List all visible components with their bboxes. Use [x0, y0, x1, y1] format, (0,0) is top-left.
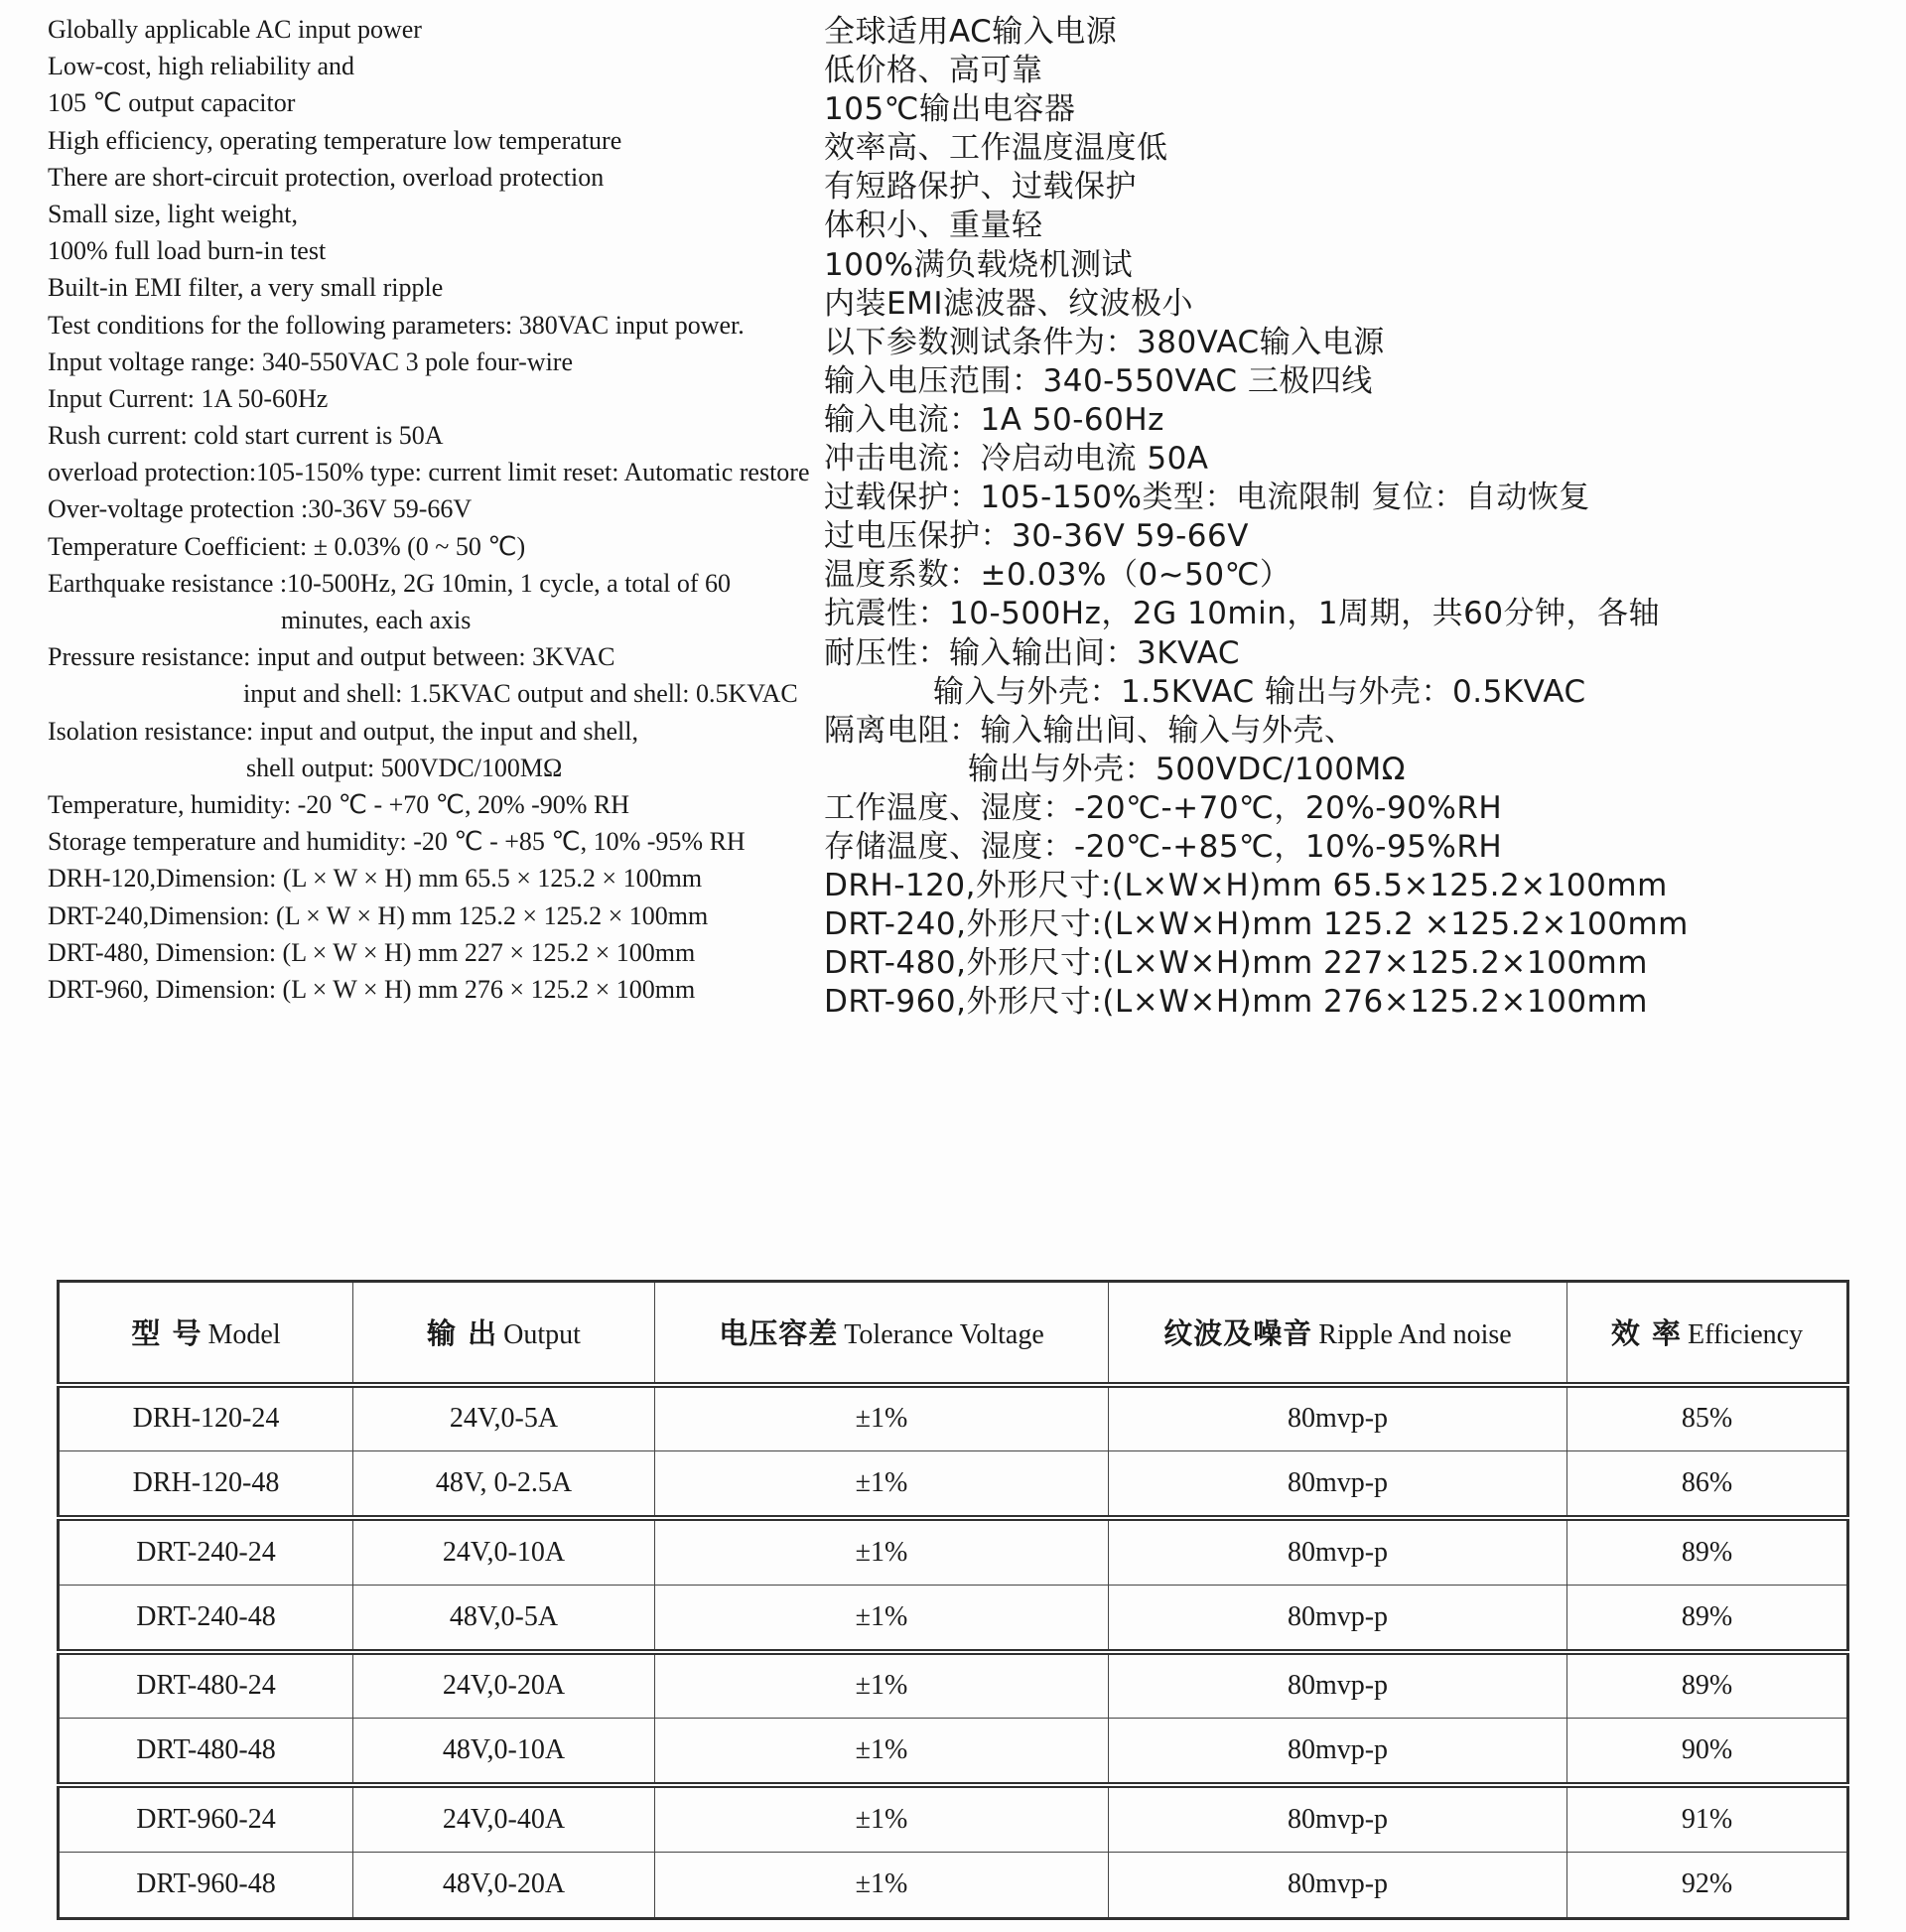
ripple-cell: 80mvp-p [1109, 1785, 1567, 1852]
spec-line-zh: 100%满负载烧机测试 [824, 246, 1134, 283]
efficiency-cell: 91% [1567, 1785, 1848, 1852]
output-cell: 24V,0-20A [353, 1652, 655, 1719]
ripple-cell: 80mvp-p [1109, 1852, 1567, 1918]
spec-line-en: 105 ℃ output capacitor [48, 88, 296, 118]
tolerance-cell: ±1% [655, 1585, 1109, 1651]
table-row [59, 1385, 1848, 1451]
spec-line-en: shell output: 500VDC/100MΩ [246, 753, 563, 782]
table-row [59, 1652, 1848, 1719]
model-cell: DRT-960-48 [59, 1852, 353, 1918]
ripple-cell: 80mvp-p [1109, 1451, 1567, 1518]
spec-line-en: Input voltage range: 340-550VAC 3 pole four-wire [48, 346, 573, 376]
efficiency-cell: 89% [1567, 1585, 1848, 1651]
spec-line-zh: 输出与外壳：500VDC/100MΩ [968, 751, 1406, 787]
tolerance-cell: ±1% [655, 1652, 1109, 1719]
spec-line-zh: 体积小、重量轻 [824, 207, 1043, 244]
spec-line-en: overload protection:105-150% type: current limit reset: Automatic restore [48, 458, 810, 487]
header-output [353, 1282, 655, 1385]
model-cell: DRT-240-48 [59, 1585, 353, 1651]
output-cell: 24V,0-10A [353, 1518, 655, 1585]
ripple-cell: 80mvp-p [1109, 1585, 1567, 1651]
model-cell: DRT-960-24 [59, 1785, 353, 1852]
ripple-cell: 80mvp-p [1109, 1652, 1567, 1719]
header-efficiency [1567, 1282, 1848, 1385]
spec-line-zh: DRH-120,外形尺寸:(L×W×H)mm 65.5×125.2×100mm [824, 868, 1668, 904]
ripple-cell: 80mvp-p [1109, 1385, 1567, 1451]
header-efficiency-en: Efficiency [1688, 1319, 1804, 1351]
spec-line-en: Earthquake resistance :10-500Hz, 2G 10min, 1 cycle, a total of 60 [48, 568, 732, 598]
spec-line-zh: 内装EMI滤波器、纹波极小 [824, 285, 1193, 322]
model-cell: DRH-120-24 [59, 1385, 353, 1451]
spec-line-en: DRT-960, Dimension: (L × W × H) mm 276 × 125.2 × 100mm [48, 974, 696, 1004]
efficiency-cell: 85% [1567, 1385, 1848, 1451]
spec-line-en: High efficiency, operating temperature low temperature [48, 125, 622, 155]
spec-line-zh: 工作温度、湿度：-20℃-+70℃，20%-90%RH [824, 789, 1503, 826]
spec-line-en: Isolation resistance: input and output, the input and shell, [48, 716, 639, 746]
spec-line-en: DRH-120,Dimension: (L × W × H) mm 65.5 × 125.2 × 100mm [48, 864, 703, 894]
spec-line-en: DRT-240,Dimension: (L × W × H) mm 125.2 × 125.2 × 100mm [48, 900, 709, 930]
spec-line-en: Temperature Coefficient: ± 0.03% (0 ~ 50 ℃) [48, 531, 526, 561]
header-output-en: Output [503, 1319, 581, 1351]
header-ripple-zh: 纹波及噪音 [1163, 1316, 1313, 1351]
spec-line-en: Over-voltage protection :30-36V 59-66V [48, 494, 473, 524]
spec-line-en: Low-cost, high reliability and [48, 52, 355, 81]
spec-line-zh: 输入电流：1A 50-60Hz [824, 401, 1164, 438]
spec-line-en: Storage temperature and humidity: -20 ℃ - +85 ℃, 10% -95% RH [48, 827, 746, 857]
table-row [59, 1852, 1848, 1918]
spec-line-en: minutes, each axis [281, 606, 472, 634]
output-cell: 48V, 0-2.5A [353, 1451, 655, 1518]
spec-line-en: Temperature, humidity: -20 ℃ - +70 ℃, 20% -90% RH [48, 789, 630, 819]
spec-line-en: DRT-480, Dimension: (L × W × H) mm 227 × 125.2 × 100mm [48, 937, 696, 967]
output-cell: 48V,0-10A [353, 1719, 655, 1785]
model-spec-table [57, 1280, 1849, 1920]
spec-line-zh: DRT-960,外形尺寸:(L×W×H)mm 276×125.2×100mm [824, 984, 1648, 1021]
spec-line-zh: 耐压性：输入输出间：3KVAC [824, 634, 1241, 671]
chinese-specs-column [824, 13, 1689, 1022]
table-header-row [59, 1282, 1848, 1385]
spec-line-zh: 效率高、工作温度温度低 [824, 130, 1168, 167]
spec-line-zh: 温度系数：±0.03%（0~50℃） [824, 557, 1292, 594]
spec-line-zh: 低价格、高可靠 [824, 53, 1043, 89]
header-ripple [1109, 1282, 1567, 1385]
spec-line-en: Rush current: cold start current is 50A [48, 421, 444, 451]
spec-line-zh: 存储温度、湿度：-20℃-+85℃，10%-95%RH [824, 828, 1503, 865]
header-tolerance-zh: 电压容差 [719, 1316, 839, 1351]
output-cell: 48V,0-5A [353, 1585, 655, 1651]
model-cell: DRT-240-24 [59, 1518, 353, 1585]
tolerance-cell: ±1% [655, 1451, 1109, 1518]
spec-line-en: Built-in EMI filter, a very small ripple [48, 273, 444, 303]
spec-line-en: Input Current: 1A 50-60Hz [48, 383, 329, 413]
spec-line-en: Small size, light weight, [48, 199, 299, 228]
output-cell: 24V,0-40A [353, 1785, 655, 1852]
spec-line-zh: 105℃输出电容器 [824, 91, 1076, 128]
table-row [59, 1719, 1848, 1785]
output-cell: 48V,0-20A [353, 1852, 655, 1918]
output-cell: 24V,0-5A [353, 1385, 655, 1451]
model-cell: DRT-480-48 [59, 1719, 353, 1785]
header-output-zh: 输 出 [427, 1316, 498, 1351]
spec-line-zh: 以下参数测试条件为：380VAC输入电源 [824, 324, 1385, 360]
header-model-en: Model [207, 1319, 281, 1351]
header-tolerance-en: Tolerance Voltage [844, 1319, 1044, 1351]
efficiency-cell: 92% [1567, 1852, 1848, 1918]
spec-line-zh: 冲击电流：冷启动电流 50A [824, 441, 1209, 478]
spec-line-en: There are short-circuit protection, overload protection [48, 162, 605, 192]
efficiency-cell: 90% [1567, 1719, 1848, 1785]
spec-line-zh: 抗震性：10-500Hz，2G 10min，1周期，共60分钟，各轴 [824, 596, 1661, 632]
spec-line-zh: DRT-240,外形尺寸:(L×W×H)mm 125.2 ×125.2×100mm [824, 906, 1689, 943]
spec-line-en: Pressure resistance: input and output between: 3KVAC [48, 642, 615, 672]
english-specs-column [48, 11, 810, 1008]
tolerance-cell: ±1% [655, 1785, 1109, 1852]
model-cell: DRT-480-24 [59, 1652, 353, 1719]
spec-line-zh: 全球适用AC输入电源 [824, 14, 1118, 50]
spec-line-zh: 过载保护：105-150%类型：电流限制 复位：自动恢复 [824, 480, 1590, 516]
spec-line-en: 100% full load burn-in test [48, 236, 327, 266]
model-cell: DRH-120-48 [59, 1451, 353, 1518]
spec-line-zh: 输入与外壳：1.5KVAC 输出与外壳：0.5KVAC [933, 673, 1586, 710]
ripple-cell: 80mvp-p [1109, 1518, 1567, 1585]
tolerance-cell: ±1% [655, 1719, 1109, 1785]
table-row [59, 1451, 1848, 1518]
tolerance-cell: ±1% [655, 1852, 1109, 1918]
spec-line-zh: 输入电压范围：340-550VAC 三极四线 [824, 362, 1373, 399]
spec-line-en: Test conditions for the following parameters: 380VAC input power. [48, 310, 745, 340]
table-row [59, 1785, 1848, 1852]
ripple-cell: 80mvp-p [1109, 1719, 1567, 1785]
header-model [59, 1282, 353, 1385]
table-row [59, 1585, 1848, 1651]
spec-line-zh: DRT-480,外形尺寸:(L×W×H)mm 227×125.2×100mm [824, 945, 1648, 982]
tolerance-cell: ±1% [655, 1518, 1109, 1585]
header-model-zh: 型 号 [131, 1316, 203, 1351]
efficiency-cell: 89% [1567, 1652, 1848, 1719]
header-tolerance [655, 1282, 1109, 1385]
spec-line-en: Globally applicable AC input power [48, 15, 422, 44]
spec-line-en: input and shell: 1.5KVAC output and shell: 0.5KVAC [243, 679, 798, 709]
efficiency-cell: 89% [1567, 1518, 1848, 1585]
spec-line-zh: 隔离电阻：输入输出间、输入与外壳、 [824, 712, 1356, 749]
efficiency-cell: 86% [1567, 1451, 1848, 1518]
table-row [59, 1518, 1848, 1585]
tolerance-cell: ±1% [655, 1385, 1109, 1451]
spec-line-zh: 过电压保护：30-36V 59-66V [824, 518, 1249, 555]
spec-line-zh: 有短路保护、过载保护 [824, 169, 1137, 206]
header-efficiency-zh: 效 率 [1610, 1316, 1682, 1351]
header-ripple-en: Ripple And noise [1318, 1319, 1512, 1351]
